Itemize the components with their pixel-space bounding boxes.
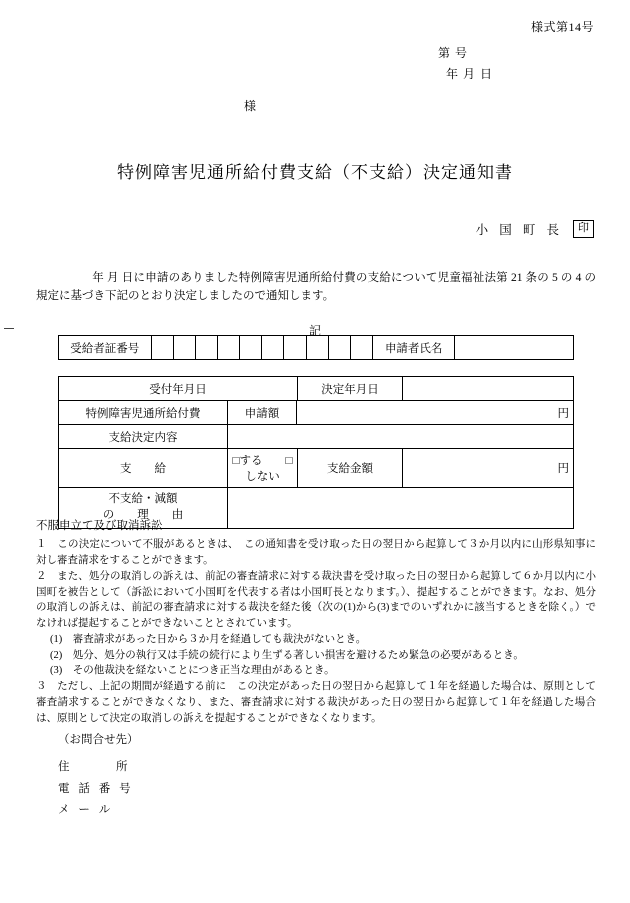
appeal-notice-sub-3: (3) その他裁決を経ないことにつき正当な理由があるとき。 [50,665,335,677]
contact-heading: （お問合せ先） [58,734,139,746]
recipient-no-label: 受給者証番号 [59,336,152,360]
appeal-notice-sub-1: (1) 審査請求があった日から３か月を経過しても裁決がないとき。 [50,633,367,645]
recipient-no-cell-7[interactable] [306,336,328,360]
recipient-no-cell-3[interactable] [217,336,239,360]
page-title: 特例障害児通所給付費支給（不支給）決定通知書 [117,163,513,182]
table-row [59,336,574,360]
seal-icon: 印 [573,220,594,237]
recipient-no-cell-4[interactable] [240,336,262,360]
decision-table [58,376,574,529]
recipient-no-cell-8[interactable] [328,336,350,360]
recipient-no-cell-9[interactable] [350,336,372,360]
recipient-no-cell-6[interactable] [284,336,306,360]
decision-content-value[interactable] [228,425,574,449]
benefit-label: 特例障害児通所給付費 [59,401,228,425]
decision-date-label: 決定年月日 [298,377,403,401]
left-margin-tick [4,328,14,329]
application-amount-unit: 円 [557,407,569,420]
appeal-notice-sub-2: (2) 処分、処分の執行又は手続の続行により生ずる著しい損害を避けるため緊急の必要があるとき。 [50,649,524,661]
document-number-block [438,44,578,82]
reception-date-label: 受付年月日 [59,377,298,401]
addressee-sama: 様 [244,99,257,113]
recipient-no-cell-0[interactable] [151,336,173,360]
recipient-no-cell-2[interactable] [195,336,217,360]
payment-choice[interactable]: □する □しない [228,449,298,488]
contact-mail-label: メ ー ル [58,803,114,816]
appeal-notice-item-1: １ この決定について不服があるときは、 この通知書を受け取った日の翌日から起算して３か月以内に山形県知事に対し審査請求をすることができます。 [36,539,596,566]
appeal-notice-heading: 不服申立て及び取消訴訟 [36,520,163,532]
table-row [59,401,574,425]
appeal-notice-item-2: ２ また、処分の取消しの訴えは、前記の審査請求に対する裁決書を受け取った日の翌日から起算して６か月以内に小国町を被告として（訴訟において小国町を代表する者は小国町長となります。）、提起することができます。なお、処分の取消しの訴えは、前記の審査請求に対する裁決を経た後（次の(1)から(3)までのいずれかに該当するときを除く。）でなければ提起することができないこととされています。 [36,570,596,629]
recipient-no-cell-1[interactable] [173,336,195,360]
application-amount-label: 申請額 [228,401,297,425]
form-number: 様式第14号 [530,20,594,34]
lead-paragraph [36,270,596,306]
table-row [59,449,574,488]
table-row [59,425,574,449]
reason-label-line1: 不支給・減額 [108,493,178,506]
applicant-name-value[interactable] [455,336,574,360]
decision-date-value[interactable] [403,377,574,401]
document-number-line: 第 号 [438,46,469,60]
payment-amount-unit: 円 [557,463,569,475]
document-date-line: 年 月 日 [446,67,494,81]
payment-label: 支 給 [59,449,228,488]
payment-amount-label: 支給金額 [298,449,403,488]
lead-text: 年 月 日に申請のありました特例障害児通所給付費の支給について児童福祉法第 21 条の 5 の 4 の規定に基づき下記のとおり決定しましたので通知します。 [36,272,596,302]
appeal-notice [36,518,596,726]
ki-marker: 記 [308,324,321,338]
payment-amount-value[interactable] [403,449,574,488]
recipient-table [58,335,574,360]
contact-block [58,730,139,821]
recipient-no-cell-5[interactable] [262,336,284,360]
issuer-name: 小 国 町 長 [475,223,563,237]
contact-phone-label: 電 話 番 号 [58,782,134,795]
issuer-block [476,220,594,238]
applicant-name-label: 申請者氏名 [373,336,455,360]
table-row [59,377,574,401]
reason-label-line2: の 理 由 [102,509,184,521]
application-amount-value[interactable] [297,401,574,425]
contact-address-label: 住 所 [58,761,131,774]
appeal-notice-item-3: ３ ただし、上記の期間が経過する前に この決定があった日の翌日から起算して１年を経過した場合は、原則として審査請求することができなくなり、また、審査請求に対する裁決があった日の翌日から起算して１年を経過した場合は、原則として決定の取消しの訴えを提起することができなくなります。 [36,681,596,724]
decision-content-label: 支給決定内容 [59,425,228,449]
